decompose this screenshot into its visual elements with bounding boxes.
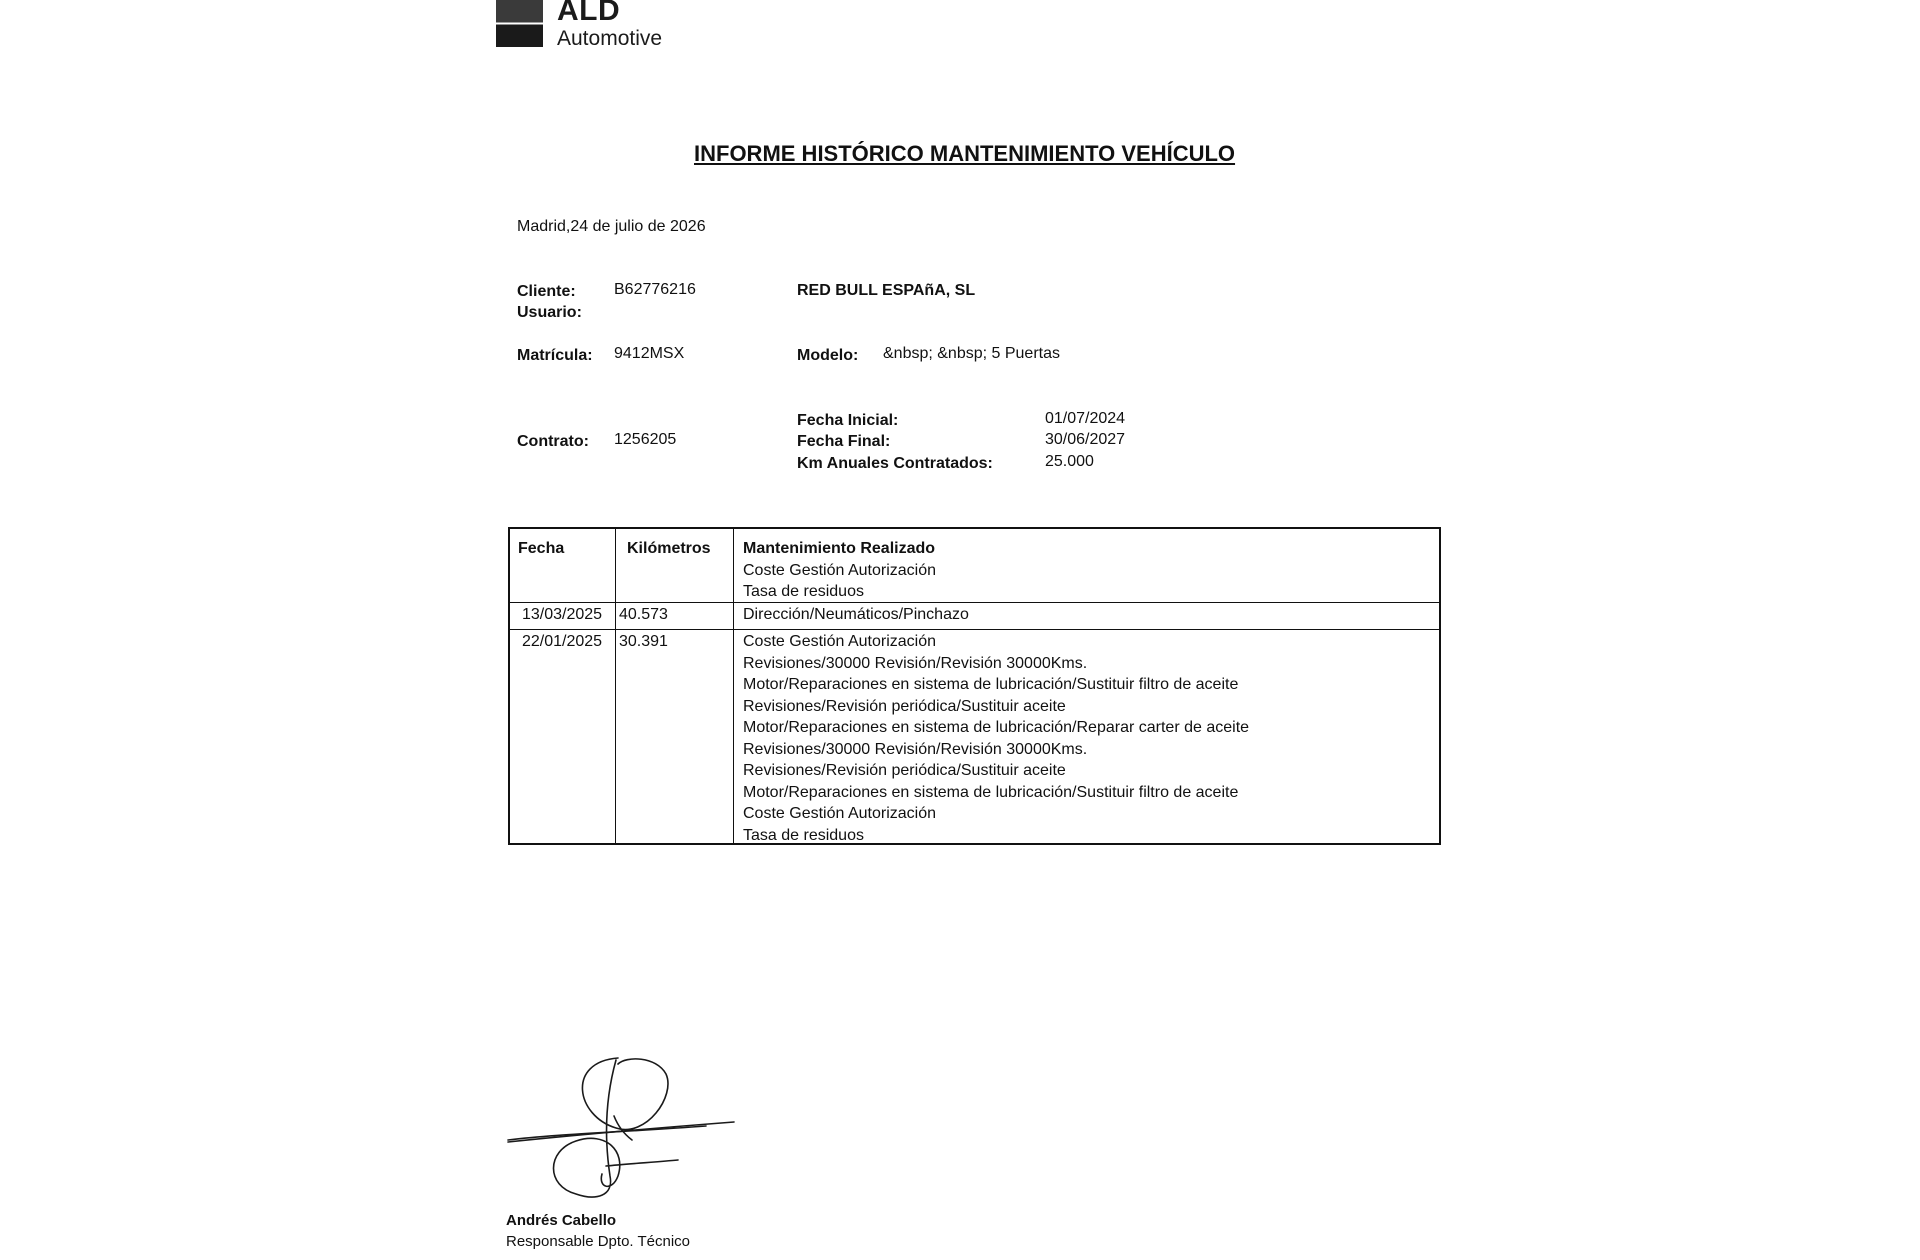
logo-text-automotive: Automotive [557,27,663,50]
table-row-divider [510,602,1439,603]
row-2-item: Revisiones/30000 Revisión/Revisión 30000Kms. [743,654,1088,672]
row-2-item: Revisiones/Revisión periódica/Sustituir aceite [743,762,1066,779]
report-title: INFORME HISTÓRICO MANTENIMIENTO VEHÍCULO [694,141,1236,166]
row-2-item: Coste Gestión Autorización [743,633,936,650]
maintenance-table [508,527,1441,845]
matricula-label: Matrícula: [517,347,593,364]
cliente-id: B62776216 [614,281,696,298]
header-kilometros: Kilómetros [627,540,711,557]
table-row-divider [510,629,1439,630]
row-2-fecha: 22/01/2025 [522,633,603,650]
contrato-label: Contrato: [517,433,589,450]
row-1-km: 40.573 [619,606,668,623]
modelo-value: &nbsp; &nbsp; 5 Puertas [883,345,1060,362]
table-col-divider [733,529,734,843]
row-2-km: 30.391 [619,633,668,650]
fecha-final-value: 30/06/2027 [1045,431,1126,448]
signature-image [506,1056,736,1199]
logo-text-ald: ALD [557,0,621,27]
header-mantenimiento [743,538,936,603]
signer-role: Responsable Dpto. Técnico [506,1233,690,1250]
row-1-items [743,604,969,626]
header-fecha: Fecha [518,540,565,557]
km-anuales-label: Km Anuales Contratados: [797,455,993,472]
date-value: 24 de julio de 2026 [570,218,706,235]
signature-scribble-icon [506,1056,736,1199]
row-2-item: Revisiones/Revisión periódica/Sustituir aceite [743,697,1066,715]
logo-mark-icon [496,0,543,47]
header-mantenimiento-label: Mantenimiento Realizado [743,540,936,557]
cliente-name: RED BULL ESPAñA, SL [797,282,976,299]
row-1-fecha: 13/03/2025 [522,606,603,623]
row-2-item: Revisiones/30000 Revisión/Revisión 30000Kms. [743,740,1088,758]
row-2-item: Motor/Reparaciones en sistema de lubricación/Sustituir filtro de aceite [743,676,1239,693]
row-2-items [743,631,1249,846]
header-extra-item: Coste Gestión Autorización [743,561,936,579]
place-label: Madrid, [517,218,571,235]
row-1-item: Dirección/Neumáticos/Pinchazo [743,606,969,623]
row-2-item: Motor/Reparaciones en sistema de lubricación/Sustituir filtro de aceite [743,783,1239,801]
company-logo [496,0,674,48]
place-date [517,218,706,236]
table-col-divider [615,529,616,843]
fecha-inicial-label: Fecha Inicial: [797,412,899,429]
row-2-item: Motor/Reparaciones en sistema de lubricación/Reparar carter de aceite [743,719,1250,736]
signer-name: Andrés Cabello [506,1212,617,1229]
fecha-inicial-value: 01/07/2024 [1045,410,1126,427]
km-anuales-value: 25.000 [1045,453,1094,470]
cliente-label: Cliente: [517,283,576,300]
modelo-label: Modelo: [797,347,859,364]
row-2-item: Tasa de residuos [743,826,864,844]
header-extra-item: Tasa de residuos [743,583,864,600]
matricula-value: 9412MSX [614,345,685,362]
contrato-value: 1256205 [614,431,677,448]
usuario-label: Usuario: [517,304,582,321]
fecha-final-label: Fecha Final: [797,433,891,450]
row-2-item: Coste Gestión Autorización [743,805,936,822]
